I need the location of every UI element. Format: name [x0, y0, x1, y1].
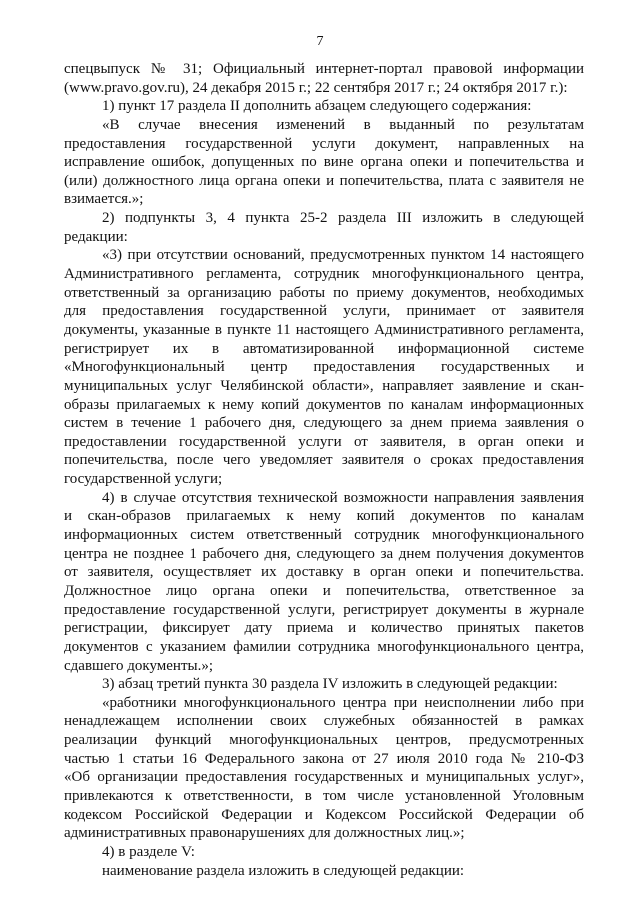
- text-line: систем в течение 1 рабочего дня, следующего за днем приема заявления о: [64, 415, 584, 432]
- text-line: Должностное лицо органа опеки и попечительства, ответственное за: [64, 582, 584, 599]
- text-line: регистрирует их в автоматизированной информационной системе: [64, 340, 584, 357]
- text-line: взимается.»;: [64, 191, 144, 208]
- text-line: государственной услуги;: [64, 471, 223, 488]
- body-text: [64, 60, 584, 880]
- text-line: кодексом Российской Федерации и Кодексом Российской Федерации об: [64, 806, 584, 823]
- text-line: административных правонарушениях для должностных лиц.»;: [64, 825, 465, 842]
- text-line: документы, указанные в пункте 11 настоящего Административного регламента,: [64, 321, 584, 338]
- text-line: исправление ошибок, допущенных по вине органа опеки и попечительства и: [64, 154, 584, 171]
- text-line: предоставление государственной услуги, регистрирует документы в журнале: [64, 601, 584, 618]
- text-line: центра не позднее 1 рабочего дня, следующего за днем получения документов: [64, 545, 584, 562]
- text-line: «В случае внесения изменений в выданный по результатам: [102, 116, 584, 133]
- text-line: (www.pravo.gov.ru), 24 декабря 2015 г.; 22 сентября 2017 г.; 24 октября 2017 г.):: [64, 79, 568, 96]
- text-line: редакции:: [64, 228, 128, 245]
- text-line: попечительства, после чего уведомляет заявителя о сроках предоставления: [64, 452, 584, 469]
- text-line: 1) пункт 17 раздела II дополнить абзацем следующего содержания:: [102, 98, 532, 115]
- text-line: «Об организации предоставления государственных и муниципальных услуг»,: [64, 769, 584, 786]
- text-line: информационных систем ответственный сотрудник многофункционального: [64, 527, 584, 544]
- text-line: документов с указанием фамилии сотрудника многофункционального центра,: [64, 638, 584, 655]
- text-line: сдавшего документы.»;: [64, 657, 214, 674]
- text-line: ненадлежащем исполнении своих служебных обязанностей в рамках: [64, 713, 584, 730]
- text-line: 2) подпункты 3, 4 пункта 25-2 раздела III изложить в следующей: [102, 210, 584, 227]
- text-line: спецвыпуск № 31; Официальный интернет-портал правовой информации: [64, 61, 584, 77]
- text-line: «Многофункциональный центр предоставления государственных и: [64, 359, 584, 376]
- text-line: ответственный за организацию работы по приему документов, необходимых: [64, 284, 584, 301]
- text-line: частью 1 статьи 16 Федерального закона от 27 июля 2010 года № 210-ФЗ: [64, 750, 584, 767]
- text-line: 3) абзац третий пункта 30 раздела IV изложить в следующей редакции:: [102, 676, 558, 693]
- text-line: регистрации, фиксирует дату приема и количество принятых пакетов: [64, 620, 584, 637]
- page-number: 7: [316, 34, 324, 49]
- text-line: от заявителя, осуществляет их доставку в орган опеки и попечительства.: [64, 564, 584, 581]
- text-line: «работники многофункционального центра при неисполнении либо при: [102, 694, 584, 711]
- text-line: (или) должностного лица органа опеки и попечительства, плата с заявителя не: [64, 172, 584, 189]
- text-line: и скан-образов прилагаемых к нему копий документов по каналам: [64, 508, 584, 525]
- text-line: предоставлении государственной услуги от заявителя, в орган опеки и: [64, 433, 584, 450]
- text-line: 4) в случае отсутствия технической возможности направления заявления: [102, 489, 584, 506]
- text-line: муниципальных услуг Челябинской области», направляет заявление и скан-: [64, 377, 584, 394]
- text-line: образы прилагаемых к нему копий документов по каналам информационных: [64, 396, 584, 413]
- text-line: Административного регламента, сотрудник многофункционального центра,: [64, 266, 584, 283]
- text-line: привлекаются к ответственности, в том числе установленной Уголовным: [64, 787, 584, 804]
- text-line: предоставления государственной услуги документ, направленных на: [64, 135, 584, 152]
- text-line: наименование раздела изложить в следующей редакции:: [102, 862, 465, 879]
- text-line: 4) в разделе V:: [102, 843, 195, 860]
- text-line: для предоставления государственной услуги, принимает от заявителя: [64, 303, 584, 320]
- text-line: реализации функций многофункциональных центров, предусмотренных: [64, 732, 584, 749]
- text-line: «3) при отсутствии оснований, предусмотренных пунктом 14 настоящего: [102, 247, 584, 264]
